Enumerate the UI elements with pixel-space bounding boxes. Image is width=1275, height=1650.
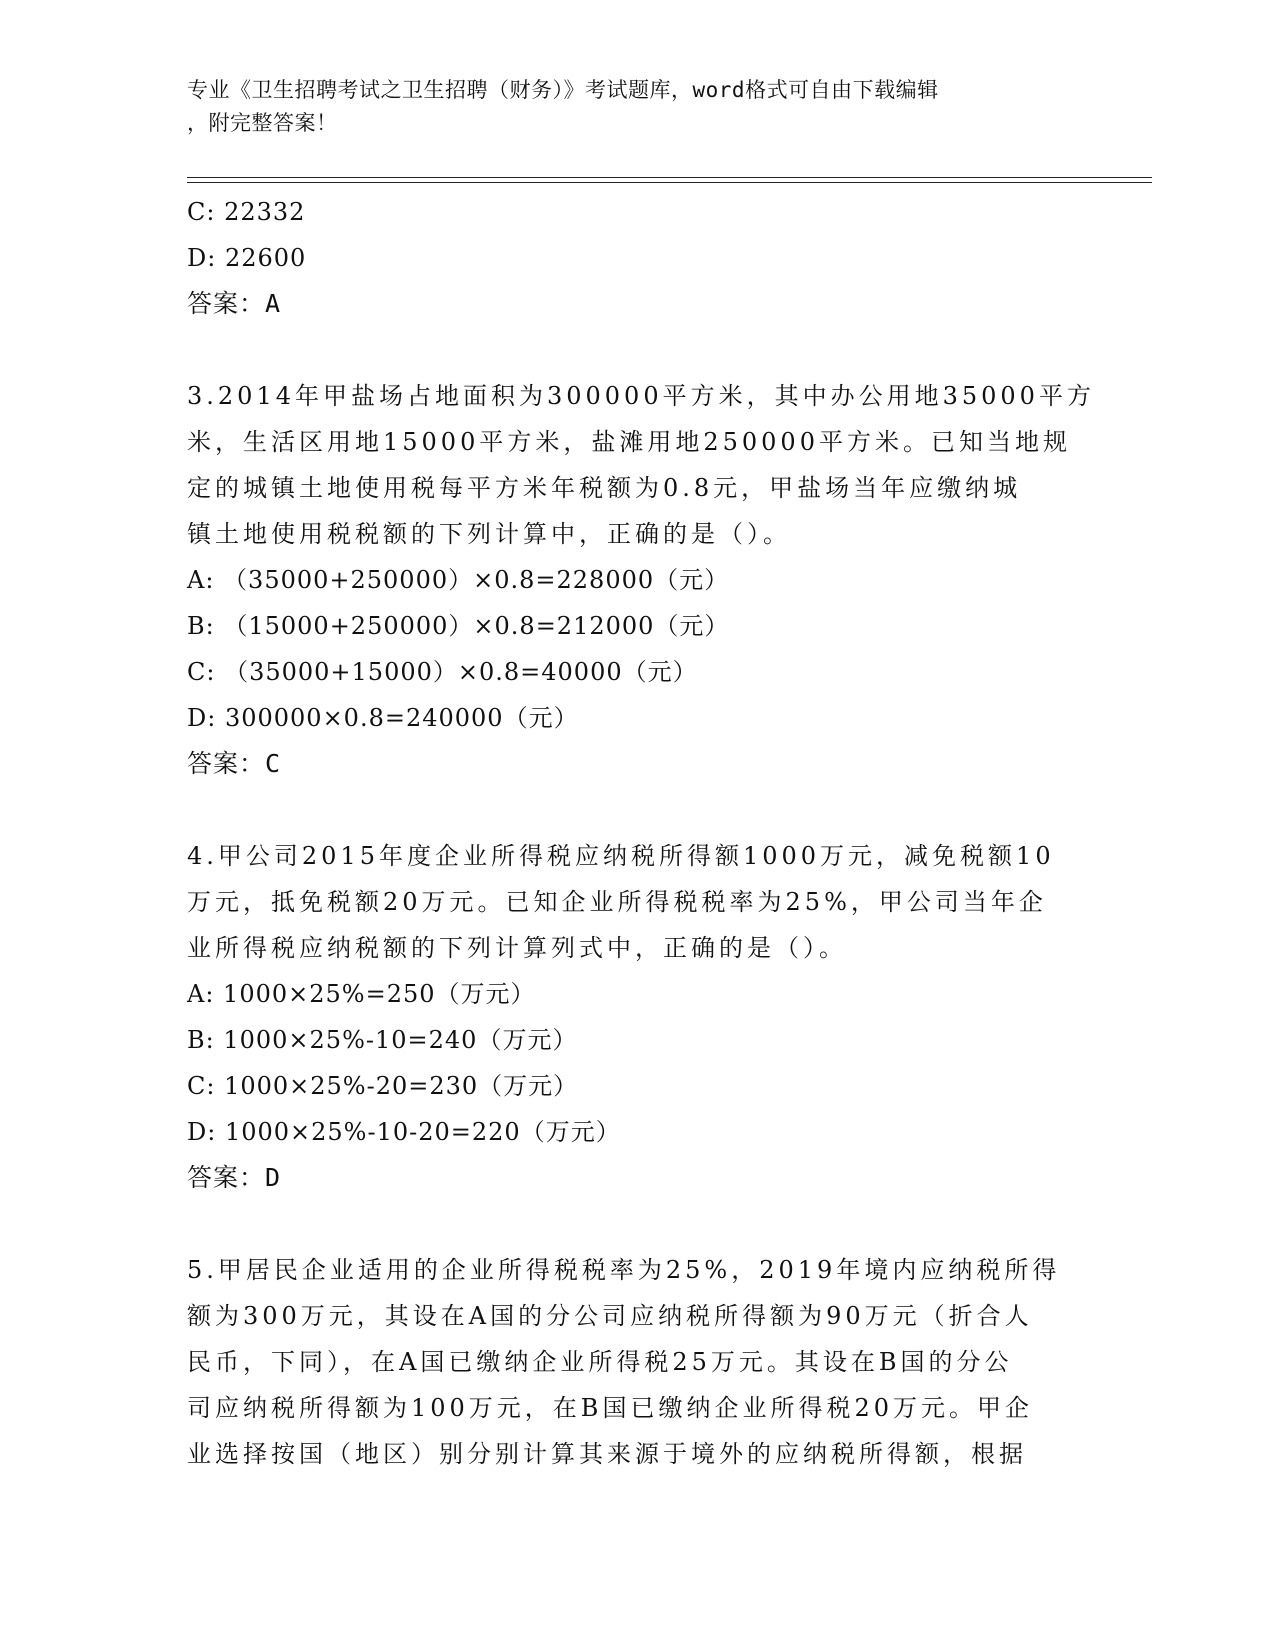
header-line-1: 专业《卫生招聘考试之卫生招聘（财务）》考试题库，word格式可自由下载编辑 [187,78,939,102]
header-divider-top [187,177,1152,178]
option-line: B: （15000+250000）×0.8=212000（元） [187,612,730,640]
answer-value: A [265,289,282,318]
question-text-line: 镇土地使用税税额的下列计算中，正确的是（）。 [187,520,791,548]
answer-value: D [265,1163,282,1192]
question-text-line: 业选择按国（地区）别分别计算其来源于境外的应纳税所得额，根据 [187,1440,1027,1468]
header-divider-bottom [187,182,1152,183]
option-line: C: 22332 [187,198,306,226]
question-text-line: 民币，下同），在A国已缴纳企业所得税25万元。其设在B国的分公 [187,1348,1013,1376]
option-line: A: 1000×25%=250（万元） [187,980,536,1008]
option-line: A: （35000+250000）×0.8=228000（元） [187,566,730,594]
option-line: D: 300000×0.8=240000（元） [187,704,579,732]
header-line-2: ，附完整答案！ [187,111,338,135]
question-text-line: 5.甲居民企业适用的企业所得税税率为25%，2019年境内应纳税所得 [187,1256,1061,1284]
option-line: C: 1000×25%-20=230（万元） [187,1072,579,1100]
answer-line [187,741,1087,787]
option-line: C: （35000+15000）×0.8=40000（元） [187,658,698,686]
question-text-line: 业所得税应纳税额的下列计算列式中，正确的是（）。 [187,934,847,962]
answer-line [187,281,1087,327]
option-line: D: 22600 [187,244,307,272]
option-line: D: 1000×25%-10-20=220（万元） [187,1118,621,1146]
answer-label: 答案： [187,289,266,318]
option-line: B: 1000×25%-10=240（万元） [187,1026,578,1054]
question-text-line: 司应纳税所得额为100万元，在B国已缴纳企业所得税20万元。甲企 [187,1394,1033,1422]
document-body [187,189,1095,1477]
answer-label: 答案： [187,1163,266,1192]
question-text-line: 3.2014年甲盐场占地面积为300000平方米，其中办公用地35000平方 [187,382,1095,410]
document-header [187,74,1067,140]
question-text-line: 4.甲公司2015年度企业所得税应纳税所得额1000万元，减免税额10 [187,842,1055,870]
answer-line [187,1155,1087,1201]
question-text-line: 米，生活区用地15000平方米，盐滩用地250000平方米。已知当地规 [187,428,1071,456]
question-text-line: 额为300万元，其设在A国的分公司应纳税所得额为90万元（折合人 [187,1302,1033,1330]
question-text-line: 万元，抵免税额20万元。已知企业所得税税率为25%，甲公司当年企 [187,888,1047,916]
answer-value: C [265,749,282,778]
answer-label: 答案： [187,749,266,778]
question-text-line: 定的城镇土地使用税每平方米年税额为0.8元，甲盐场当年应缴纳城 [187,474,1022,502]
